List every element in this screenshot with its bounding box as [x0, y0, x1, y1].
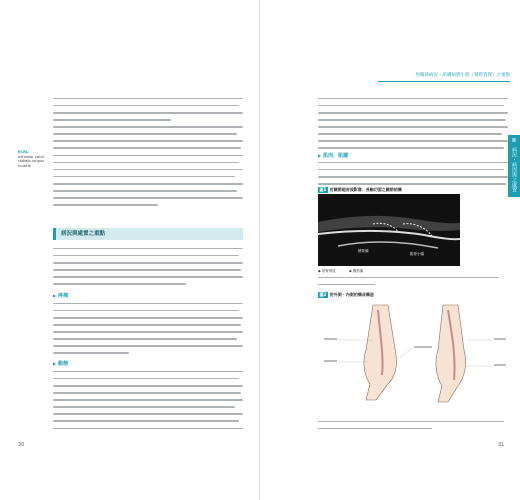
figure1-number: 圖1	[319, 187, 327, 192]
body-text-block-1	[53, 95, 243, 209]
ultrasound-image	[318, 194, 460, 266]
fig1-notes	[318, 274, 508, 288]
sidebar-line: extensor carpi	[18, 154, 44, 159]
fig1-legend-item: ◆ 前臂伸肌	[318, 269, 336, 273]
elbow-anatomy-svg	[318, 300, 508, 415]
fig1-legend-item: ◆ 關節囊	[348, 269, 364, 273]
body-text-block-3	[53, 300, 243, 357]
figure2-caption-text: 肘外側・內側的構成構造	[329, 292, 374, 297]
page-number-left: 30	[18, 442, 25, 448]
figure2-number: 圖2	[319, 292, 327, 297]
body-text-block-6	[318, 159, 508, 187]
subheading-dynamic: ▶ 動態	[53, 360, 68, 367]
body-text-block-4	[53, 368, 243, 432]
sidebar-title: ECRL：	[18, 150, 32, 154]
figure2-caption	[318, 292, 374, 298]
section-title: 病況與處置之重點	[53, 228, 243, 240]
body-text-block-5	[318, 95, 508, 152]
figure1-caption	[318, 187, 402, 193]
subheading-muscle-tendon: ▶ 肌肉、肌腱	[318, 152, 348, 159]
sidebar-line: muscle	[18, 163, 31, 168]
fig1-label-left: 橈骨頭	[358, 249, 369, 253]
running-header: 肘關節病況・結構病態生理（實際管理）之重點	[378, 72, 510, 82]
chapter-tab-text: 病況・病因與之處置	[511, 147, 517, 192]
ultrasound-graphic	[318, 194, 460, 266]
page-number-right: 31	[498, 442, 505, 448]
body-text-block-2	[53, 245, 243, 288]
chapter-tab-number: II	[512, 138, 516, 144]
sidebar-line: radialis longus	[18, 159, 45, 164]
right-page	[260, 0, 520, 500]
fig1-label-right: 肱骨小頭	[410, 252, 424, 256]
chapter-tab	[508, 135, 520, 197]
sidebar-note	[18, 150, 48, 168]
figure1-caption-text: 肘關節超音波影像：長軸切面之關節結構	[329, 187, 402, 192]
elbow-anatomy-illustration	[318, 300, 508, 415]
fig2-notes	[318, 418, 508, 432]
subheading-pain: ▶ 疼痛	[53, 292, 68, 299]
